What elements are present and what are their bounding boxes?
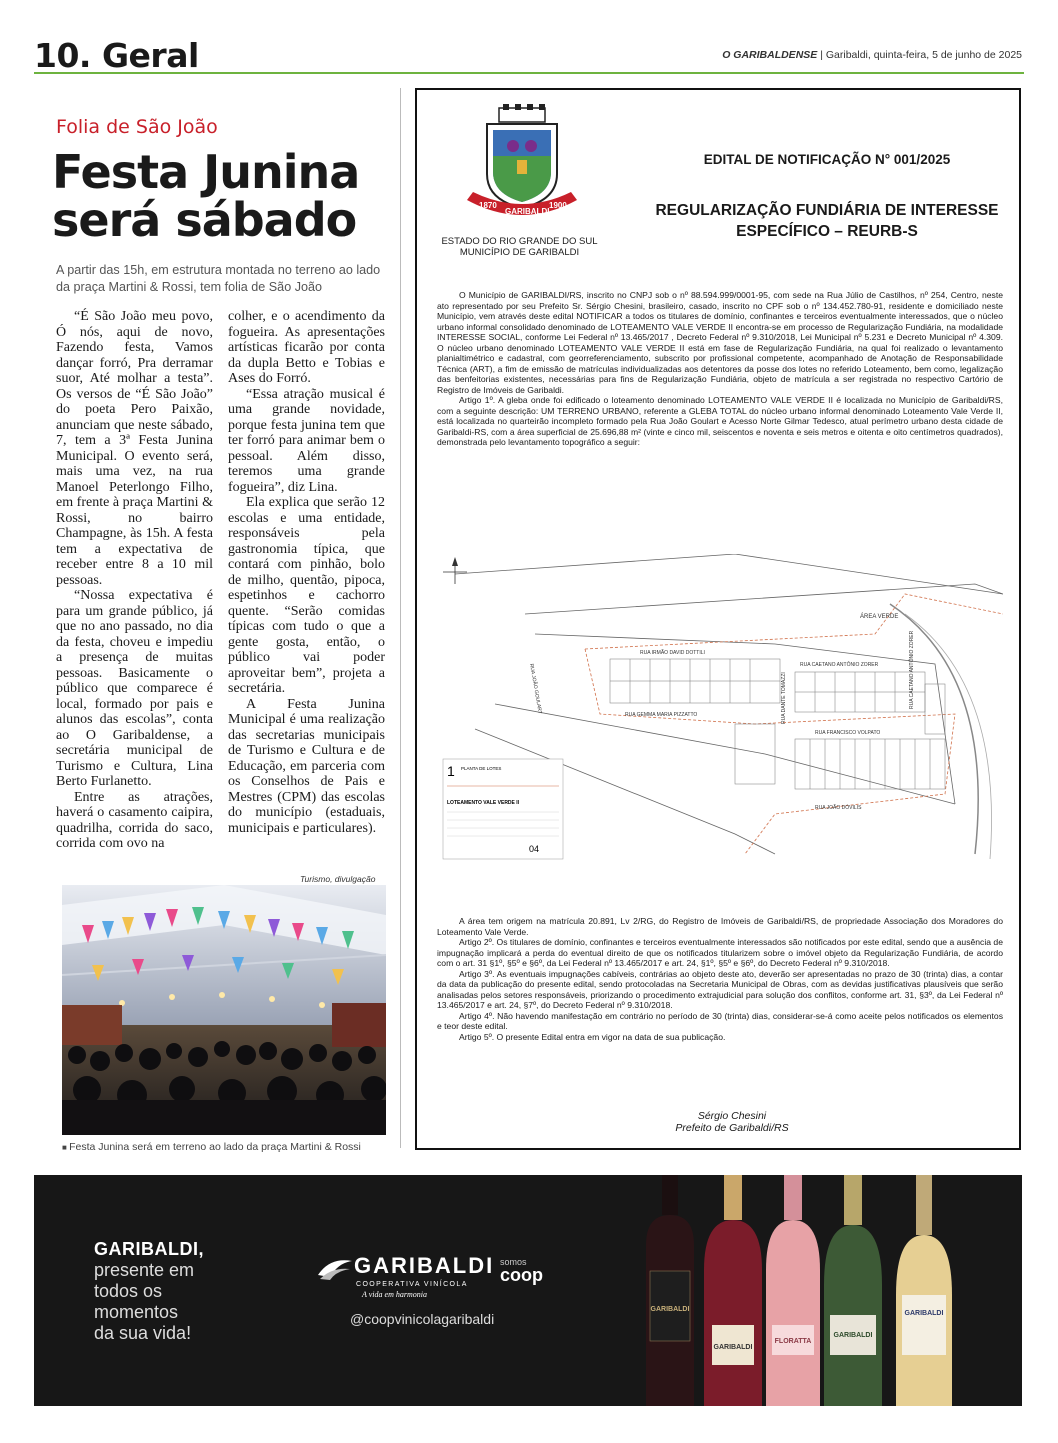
page-header xyxy=(34,36,1024,74)
photo-caption: ■ Festa Junina será em terreno ao lado da praça Martini & Rossi xyxy=(62,1141,361,1153)
bottle-rose-icon xyxy=(766,1175,820,1406)
wine-advertisement xyxy=(34,1175,1022,1406)
notice-body-2 xyxy=(437,916,1003,1042)
green-area-label: ÁREA VERDE xyxy=(860,614,899,620)
article-headline: Festa Junina será sábado xyxy=(52,145,360,247)
paragraph: colher, e o acendimento da fogueira. As apresentações artísticas ficarão por conta da dupla Betto e Tobias e Ases do Forró. xyxy=(228,309,385,386)
crest-year-left: 1870 xyxy=(479,201,497,210)
lot-plan-drawing xyxy=(435,554,1003,864)
legal-notice xyxy=(415,88,1021,1150)
logo-tagline: A vida em harmonia xyxy=(362,1290,427,1299)
notice-number: EDITAL DE NOTIFICAÇÃO N° 001/2025 xyxy=(703,152,951,167)
legend-title: PLANTA DE LOTES xyxy=(461,766,502,771)
dateline xyxy=(722,49,1022,61)
street-label: RUA FRANCISCO VOLPATO xyxy=(815,730,881,736)
municipality-name: MUNICÍPIO DE GARIBALDI xyxy=(459,247,580,258)
bottle-label: GARIBALDI xyxy=(650,1306,690,1313)
issuer xyxy=(417,236,622,258)
article-column-2 xyxy=(228,309,385,836)
column-divider xyxy=(400,88,401,1148)
somos-label: somos xyxy=(500,1257,527,1267)
sheet-number: 1 xyxy=(447,763,455,779)
project-label: LOTEAMENTO VALE VERDE II xyxy=(447,800,520,806)
social-handle: @coopvinicolagaribaldi xyxy=(350,1311,495,1327)
paragraph: Ela explica que serão 12 escolas e uma entidade, responsáveis pela gastronomia típica, que contará com pinhão, bolo de milho, quentão, pipoca, espetinhos e cachorro quente. “Serão comidas típicas com tudo o que a gente gosta, então, o público vai poder aproveitar bem”, projeta a secretária. xyxy=(228,495,385,696)
ad-slogan xyxy=(94,1239,204,1344)
notice-title: REGULARIZAÇÃO FUNDIÁRIA DE INTERESSE ESPECÍFICO – REURB-S xyxy=(655,202,999,240)
article-column-1 xyxy=(56,309,213,852)
ad-slogan-text: presente em todos os momentos da sua vida! xyxy=(94,1260,195,1343)
article-lead: A partir das 15h, em estrutura montada no terreno ao lado da praça Martini & Rossi, tem folia de São João xyxy=(56,263,381,294)
bottle-moscatel-icon xyxy=(824,1175,882,1406)
sheet-total: 04 xyxy=(529,844,540,854)
logo-name: GARIBALDI xyxy=(354,1253,495,1278)
bottle-white-wine-icon xyxy=(896,1175,952,1406)
notice-paragraph: Artigo 4º. Não havendo manifestação em contrário no período de 30 (trinta) dias, considerar-se-á como aceite pelos notificados os elementos e teor deste edital. xyxy=(437,1010,1003,1031)
notice-paragraph: Artigo 1º. A gleba onde foi edificado o loteamento denominado LOTEAMENTO VALE VERDE II é localizada no Município de Garibaldi/RS, com a seguinte descrição: UM TERRENO URBANO, referente a GLEBA TOTAL do núcleo urbano informal denominado Loteamento Vale Verde II, está localizada no quarteirão incompleto formado pela Rua João Goulart e Acesso Norte Gilmar Tedesco, atual perímetro urbano desta cidade de Garibaldi-RS, com a área superficial de 25.696,88 m² (vinte e cinco mil, seiscentos e noventa e seis metros e oitenta e oito centímetros quadrados), demonstrada pelo levantamento topográfico a seguir: xyxy=(437,395,1003,447)
title-block xyxy=(443,759,563,859)
bottle-sparkling-gold-icon xyxy=(704,1175,762,1406)
north-arrow-icon xyxy=(443,557,467,584)
street-label: RUA CAETANO ANTÔNIO ZORER xyxy=(800,662,879,668)
ad-brand: GARIBALDI, xyxy=(94,1239,204,1259)
street-label: RUA DANTE TOMAZZI xyxy=(781,672,787,724)
grape-logo-icon xyxy=(316,1255,356,1281)
photo-credit: Turismo, divulgação xyxy=(300,874,376,884)
street-label: RUA JOÃO DÓVILIS xyxy=(815,805,862,811)
coop-badge xyxy=(500,1257,543,1286)
date: Garibaldi, quinta-feira, 5 de junho de 2025 xyxy=(825,49,1022,61)
paragraph: Entre as atrações, haverá o casamento caipira, quadrilha, corrida do saco, corrida com ovo na xyxy=(56,789,213,851)
notice-paragraph: Artigo 3º. As eventuais impugnações cabíveis, contrárias ao objeto deste ato, deverão ser apresentadas no prazo de 30 (trinta) dias, a contar da data da publicação do presente edital, sendo protocoladas na Secretaria Municipal de Obras, com as devidas justificativas plausíveis que serão analisadas pelos setores responsáveis, priorizando o procedimento extrajudicial para solução dos conflitos, conforme art. 31, §3º, da Lei Federal nº 13.465/2017 e art. 24, §7º, do Decreto Federal nº 9.310/2018. xyxy=(437,968,1003,1010)
wine-bottles-illustration xyxy=(634,1175,1022,1406)
street-label: RUA JOÃO GOULART xyxy=(528,663,543,715)
bottle-label: GARIBALDI xyxy=(833,1332,873,1339)
notice-paragraph: Artigo 2º. Os titulares de domínio, confinantes e terceiros eventualmente interessados são notificados por este edital, sendo que a ausência de impugnação implicará a perda do eventual direito de que os notificados titularizem sobre o imóvel objeto da Regularização Fundiária, de acordo com o art. 31 §1º, §5º e §6º, da Lei Federal nº 13.465/2017 e art. 24, §1º, §5º e §6º, do Decreto Federal nº 9.310/2018. xyxy=(437,937,1003,968)
paragraph: “Nossa expectativa é para um grande público, já que no ano passado, no dia da festa, choveu e impediu a presença de muitas pessoas. Basicamente o público que comparece é local, formado por pais e alunos das escolas”, conta ao O Garibaldense, a secretária municipal de Turismo e Cultura, Lina Berto Furlanetto. xyxy=(56,588,213,789)
signer-role: Prefeito de Garibaldi/RS xyxy=(675,1122,789,1134)
signer-name: Sérgio Chesini xyxy=(697,1110,767,1122)
street-label: RUA IRMÃO DAVID DOTTILI xyxy=(640,650,705,656)
signature-block xyxy=(587,1110,877,1134)
logo-subtitle: COOPERATIVA VINÍCOLA xyxy=(356,1281,468,1288)
paragraph: “Essa atração musical é uma grande novidade, porque festa junina tem que ter forró para animar bem o pessoal. Além disso, teremos uma grande fogueira”, diz Lina. xyxy=(228,386,385,495)
bottle-label: FLORATTA xyxy=(774,1338,812,1345)
festival-crowd-illustration xyxy=(62,885,386,1135)
bottle-label: GARIBALDI xyxy=(713,1344,753,1351)
crest-name: GARIBALDI xyxy=(505,207,550,216)
street-label: RUA GEMMA MARIA PIZZATTO xyxy=(625,712,698,718)
paragraph: A Festa Junina Municipal é uma realização das secretarias municipais de Turismo e Cultura e de Educação, em parceria com os Conselhos de Pais e Mestres (CPM) das escolas do município (estaduais, municipais e particulares). xyxy=(228,696,385,836)
notice-paragraph: A área tem origem na matrícula 20.891, Lv 2/RG, do Registro de Imóveis de Garibaldi/RS, de propriedade Associação dos Moradores do Loteamento Vale Verde. xyxy=(437,916,1003,937)
crest-year-right: 1900 xyxy=(549,201,567,210)
bottle-label: GARIBALDI xyxy=(904,1310,944,1317)
crest-ribbon-text xyxy=(457,104,587,224)
notice-body-1 xyxy=(437,290,1003,448)
separator: | xyxy=(820,49,823,61)
article-kicker: Folia de São João xyxy=(56,116,218,138)
notice-paragraph: Artigo 5º. O presente Edital entra em vigor na data de sua publicação. xyxy=(459,1031,726,1042)
bottle-red-wine-icon xyxy=(646,1175,694,1406)
state-name: ESTADO DO RIO GRANDE DO SUL xyxy=(441,236,598,247)
paper-name: O GARIBALDENSE xyxy=(722,49,818,61)
lot-grid xyxy=(610,659,945,789)
street-label: RUA CAETANO ANTÔNIO ZORER xyxy=(909,630,915,709)
festival-photo xyxy=(62,885,386,1135)
notice-paragraph: O Município de GARIBALDI/RS, inscrito no CNPJ sob o nº 88.594.999/0001-95, com sede na Rua Júlio de Castilhos, nº 254, Centro, neste ato representado por seu Prefeito Sr. Sérgio Chesini, brasileiro, casado, inscrito no CPF sob o nº 134.452.780-91, residente e domiciliado neste Município, vem através deste edital NOTIFICAR a todos os titulares de domínio, confinantes e terceiros eventualmente interessados, que o núcleo urbano informal consolidado denominado de LOTEAMENTO VALE VERDE II encontra-se em processo de Regularização Fundiária, na modalidade INTERESSE SOCIAL, conforme Lei Federal nº 13.465/2017 , Decreto Federal nº 9.310/2018, Lei Municipal nº 5.231 e Decreto Municipal nº 4.309. O núcleo urbano denominado LOTEAMENTO VALE VERDE II está em fase de Regularização Fundiária, na qual foi realizado o levantamento planialtimétrico e cadastral, com georreferenciamento, subscrito por profissional competente, acompanhado de Anotação de Responsabilidade Técnica (ART), a fim de emissão de matrículas individualizadas aos detentores da posse dos lotes no referido Loteamento, bem como, legalização das benfeitorias existentes, necessárias para fins de Regularização Fundiária, objeto de matrícula a ser registrada no respectivo Cartório de Registro de Imóveis de Garibaldi. xyxy=(437,290,1003,395)
section-title: 10. Geral xyxy=(34,36,199,75)
paragraph: “É São João meu povo, Ó nós, aqui de novo, Fazendo festa, Vamos dançar forró, Pra derramar suor, Até molhar a testa”. Os versos de “É São João” do poeta Pero Paixão, anunciam que neste sábado, 7, tem a 3ª Festa Junina Municipal. O evento será, mais uma vez, na rua Manoel Peterlongo Filho, em frente à praça Martini & Rossi, no bairro Champagne, às 15h. A festa tem a expectativa de receber entre 8 a 10 mil pessoas. xyxy=(56,309,213,588)
coop-label: coop xyxy=(500,1265,543,1285)
